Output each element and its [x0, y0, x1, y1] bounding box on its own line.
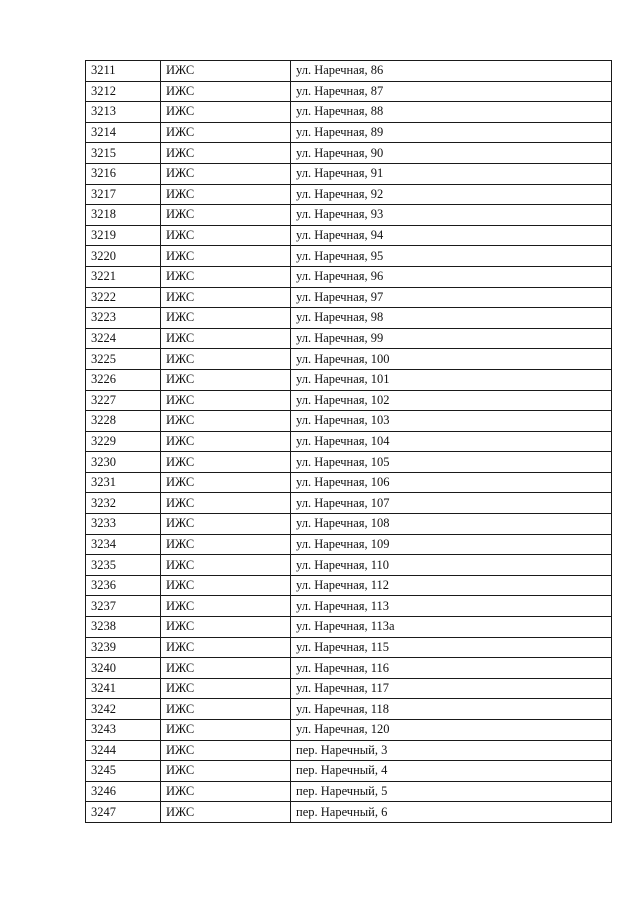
cell-number: 3221 — [86, 266, 161, 287]
cell-address: ул. Наречная, 98 — [291, 308, 612, 329]
cell-type: ИЖС — [161, 514, 291, 535]
cell-number: 3239 — [86, 637, 161, 658]
table-row — [86, 575, 612, 596]
table-row — [86, 266, 612, 287]
cell-address: пер. Наречный, 3 — [291, 740, 612, 761]
cell-type: ИЖС — [161, 658, 291, 679]
cell-address: пер. Наречный, 5 — [291, 781, 612, 802]
cell-address: ул. Наречная, 99 — [291, 328, 612, 349]
cell-type: ИЖС — [161, 308, 291, 329]
table-row — [86, 534, 612, 555]
address-registry-table — [85, 60, 612, 823]
cell-type: ИЖС — [161, 205, 291, 226]
cell-number: 3231 — [86, 472, 161, 493]
cell-address: ул. Наречная, 118 — [291, 699, 612, 720]
cell-number: 3238 — [86, 617, 161, 638]
cell-number: 3229 — [86, 431, 161, 452]
table-row — [86, 431, 612, 452]
cell-address: ул. Наречная, 93 — [291, 205, 612, 226]
cell-type: ИЖС — [161, 740, 291, 761]
cell-address: ул. Наречная, 113 — [291, 596, 612, 617]
cell-number: 3222 — [86, 287, 161, 308]
cell-type: ИЖС — [161, 349, 291, 370]
cell-address: ул. Наречная, 94 — [291, 225, 612, 246]
cell-address: ул. Наречная, 90 — [291, 143, 612, 164]
cell-address: ул. Наречная, 110 — [291, 555, 612, 576]
table-row — [86, 514, 612, 535]
cell-address: ул. Наречная, 97 — [291, 287, 612, 308]
cell-type: ИЖС — [161, 493, 291, 514]
table-row — [86, 596, 612, 617]
table-row — [86, 740, 612, 761]
cell-type: ИЖС — [161, 452, 291, 473]
table-row — [86, 720, 612, 741]
cell-number: 3228 — [86, 411, 161, 432]
cell-address: ул. Наречная, 102 — [291, 390, 612, 411]
table-row — [86, 761, 612, 782]
cell-address: ул. Наречная, 107 — [291, 493, 612, 514]
cell-number: 3226 — [86, 369, 161, 390]
cell-type: ИЖС — [161, 163, 291, 184]
table-row — [86, 699, 612, 720]
cell-number: 3236 — [86, 575, 161, 596]
cell-type: ИЖС — [161, 761, 291, 782]
cell-address: пер. Наречный, 6 — [291, 802, 612, 823]
table-row — [86, 61, 612, 82]
cell-type: ИЖС — [161, 575, 291, 596]
cell-type: ИЖС — [161, 472, 291, 493]
cell-type: ИЖС — [161, 596, 291, 617]
cell-type: ИЖС — [161, 555, 291, 576]
cell-address: ул. Наречная, 104 — [291, 431, 612, 452]
cell-type: ИЖС — [161, 225, 291, 246]
cell-number: 3244 — [86, 740, 161, 761]
cell-address: ул. Наречная, 112 — [291, 575, 612, 596]
cell-address: ул. Наречная, 86 — [291, 61, 612, 82]
cell-number: 3214 — [86, 122, 161, 143]
cell-address: ул. Наречная, 113а — [291, 617, 612, 638]
cell-number: 3242 — [86, 699, 161, 720]
cell-number: 3220 — [86, 246, 161, 267]
cell-number: 3215 — [86, 143, 161, 164]
cell-address: ул. Наречная, 105 — [291, 452, 612, 473]
cell-type: ИЖС — [161, 617, 291, 638]
cell-type: ИЖС — [161, 802, 291, 823]
cell-type: ИЖС — [161, 287, 291, 308]
table-row — [86, 452, 612, 473]
cell-number: 3237 — [86, 596, 161, 617]
cell-number: 3243 — [86, 720, 161, 741]
cell-type: ИЖС — [161, 390, 291, 411]
cell-number: 3247 — [86, 802, 161, 823]
table-row — [86, 246, 612, 267]
cell-address: ул. Наречная, 115 — [291, 637, 612, 658]
table-body — [86, 61, 612, 823]
cell-type: ИЖС — [161, 246, 291, 267]
cell-type: ИЖС — [161, 102, 291, 123]
cell-type: ИЖС — [161, 328, 291, 349]
cell-number: 3212 — [86, 81, 161, 102]
cell-address: ул. Наречная, 116 — [291, 658, 612, 679]
cell-number: 3235 — [86, 555, 161, 576]
table-row — [86, 802, 612, 823]
table-row — [86, 472, 612, 493]
cell-type: ИЖС — [161, 431, 291, 452]
cell-type: ИЖС — [161, 184, 291, 205]
table-row — [86, 143, 612, 164]
cell-address: ул. Наречная, 109 — [291, 534, 612, 555]
table-row — [86, 493, 612, 514]
cell-type: ИЖС — [161, 720, 291, 741]
table-row — [86, 555, 612, 576]
cell-number: 3232 — [86, 493, 161, 514]
cell-type: ИЖС — [161, 143, 291, 164]
cell-address: ул. Наречная, 106 — [291, 472, 612, 493]
cell-address: ул. Наречная, 101 — [291, 369, 612, 390]
cell-address: ул. Наречная, 91 — [291, 163, 612, 184]
cell-number: 3224 — [86, 328, 161, 349]
table-row — [86, 411, 612, 432]
cell-number: 3233 — [86, 514, 161, 535]
cell-type: ИЖС — [161, 781, 291, 802]
table-row — [86, 81, 612, 102]
table-row — [86, 308, 612, 329]
cell-address: пер. Наречный, 4 — [291, 761, 612, 782]
cell-address: ул. Наречная, 117 — [291, 678, 612, 699]
cell-number: 3234 — [86, 534, 161, 555]
cell-type: ИЖС — [161, 637, 291, 658]
table-row — [86, 163, 612, 184]
table-row — [86, 658, 612, 679]
cell-address: ул. Наречная, 88 — [291, 102, 612, 123]
cell-number: 3219 — [86, 225, 161, 246]
cell-type: ИЖС — [161, 678, 291, 699]
cell-type: ИЖС — [161, 61, 291, 82]
cell-address: ул. Наречная, 108 — [291, 514, 612, 535]
cell-type: ИЖС — [161, 699, 291, 720]
cell-address: ул. Наречная, 96 — [291, 266, 612, 287]
cell-number: 3223 — [86, 308, 161, 329]
cell-address: ул. Наречная, 95 — [291, 246, 612, 267]
cell-type: ИЖС — [161, 534, 291, 555]
table-row — [86, 617, 612, 638]
table-row — [86, 781, 612, 802]
cell-address: ул. Наречная, 89 — [291, 122, 612, 143]
table-row — [86, 678, 612, 699]
cell-address: ул. Наречная, 100 — [291, 349, 612, 370]
cell-number: 3245 — [86, 761, 161, 782]
cell-type: ИЖС — [161, 122, 291, 143]
cell-number: 3241 — [86, 678, 161, 699]
cell-number: 3217 — [86, 184, 161, 205]
table-row — [86, 184, 612, 205]
table-row — [86, 225, 612, 246]
cell-type: ИЖС — [161, 369, 291, 390]
table-row — [86, 637, 612, 658]
cell-address: ул. Наречная, 103 — [291, 411, 612, 432]
table-row — [86, 287, 612, 308]
cell-type: ИЖС — [161, 81, 291, 102]
cell-number: 3227 — [86, 390, 161, 411]
cell-number: 3246 — [86, 781, 161, 802]
cell-number: 3213 — [86, 102, 161, 123]
table-row — [86, 328, 612, 349]
cell-number: 3230 — [86, 452, 161, 473]
table-row — [86, 122, 612, 143]
cell-number: 3240 — [86, 658, 161, 679]
cell-number: 3218 — [86, 205, 161, 226]
cell-number: 3225 — [86, 349, 161, 370]
table-row — [86, 349, 612, 370]
cell-address: ул. Наречная, 87 — [291, 81, 612, 102]
table-row — [86, 205, 612, 226]
cell-number: 3211 — [86, 61, 161, 82]
table-row — [86, 390, 612, 411]
table-row — [86, 102, 612, 123]
cell-type: ИЖС — [161, 411, 291, 432]
cell-type: ИЖС — [161, 266, 291, 287]
table-row — [86, 369, 612, 390]
cell-address: ул. Наречная, 92 — [291, 184, 612, 205]
cell-number: 3216 — [86, 163, 161, 184]
cell-address: ул. Наречная, 120 — [291, 720, 612, 741]
